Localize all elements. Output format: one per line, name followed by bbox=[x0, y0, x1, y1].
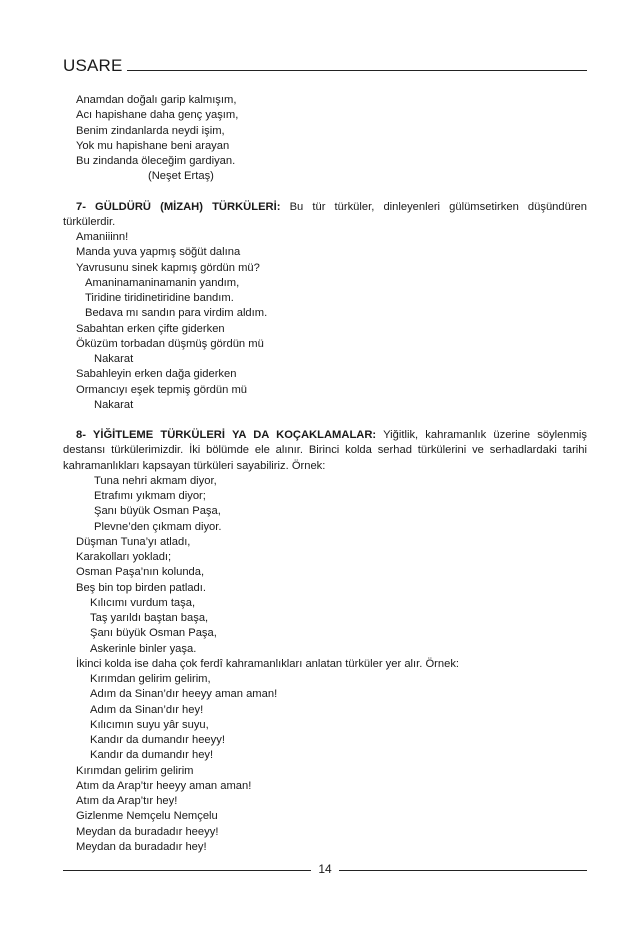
verse-line: Kandır da dumandır hey! bbox=[90, 749, 214, 762]
verse-line: Bedava mı sandın para virdim aldım. bbox=[85, 307, 268, 320]
verse-line: Karakolları yokladı; bbox=[76, 551, 172, 563]
verse-line: Benim zindanlarda neydi işim, bbox=[76, 124, 225, 137]
page-number: 14 bbox=[318, 862, 332, 876]
verse-line: Sabahtan erken çifte giderken bbox=[76, 322, 225, 335]
verse-line: Kılıcımın suyu yâr suyu, bbox=[90, 718, 209, 731]
verse-line: Atım da Arap’tır hey! bbox=[76, 795, 178, 807]
verse-line: Şanı büyük Osman Paşa, bbox=[94, 505, 221, 518]
verse-line: Kandır da dumandır heeyy! bbox=[90, 734, 225, 746]
verse-line: Düşman Tuna’yı atladı, bbox=[76, 535, 191, 548]
verse-line: Gizlenme Nemçelu Nemçelu bbox=[76, 810, 218, 823]
verse-line: Askerinle binler yaşa. bbox=[90, 642, 197, 655]
verse-line: Plevne’den çıkmam diyor. bbox=[94, 520, 222, 533]
section-8-heading: 8- YİĞİTLEME TÜRKÜLERİ YA DA KOÇAKLAMALAR: bbox=[76, 429, 377, 441]
poem-credit: (Neşet Ertaş) bbox=[148, 170, 214, 183]
verse-line: Ormancıyı eşek tepmiş gördün mü bbox=[76, 383, 247, 396]
verse-line: Sabahleyin erken dağa giderken bbox=[76, 368, 237, 381]
verse-line: Etrafımı yıkmam diyor; bbox=[94, 490, 206, 502]
section-7-heading: 7- GÜLDÜRÜ (MİZAH) TÜRKÜLERİ: bbox=[76, 200, 281, 213]
verse-line: Atım da Arap’tır heeyy aman aman! bbox=[76, 779, 252, 792]
section-8-text: Yiğitlik, kahramanlık üzerine söylenmiş destansı türkülerimizdir. İki bölümde ele alınır. Birinci kolda serhad türkülerini ve serhadlardaki tarihi kahramanlıkları kapsayan türküleri sayabiliriz. Örnek: bbox=[63, 429, 587, 472]
footer-rule-right bbox=[339, 870, 587, 871]
section-8-paragraph bbox=[63, 428, 587, 474]
verse-line: Acı hapishane daha genç yaşım, bbox=[76, 109, 239, 122]
verse-line: Yok mu hapishane beni arayan bbox=[76, 139, 230, 152]
verse-line: Manda yuva yapmış söğüt dalına bbox=[76, 246, 241, 259]
verse-line: Taş yarıldı baştan başa, bbox=[90, 612, 209, 624]
verse-line: Amaniiinn! bbox=[76, 231, 129, 243]
header-rule bbox=[127, 70, 587, 71]
section-7-verses bbox=[63, 230, 587, 413]
verse-line: Adım da Sinan’dır hey! bbox=[90, 703, 204, 716]
verse-line: Meydan da buradadır hey! bbox=[76, 840, 207, 853]
verse-line: Bu zindanda öleceğim gardiyan. bbox=[76, 155, 236, 167]
verse-line: Anamdan doğalı garip kalmışım, bbox=[76, 94, 237, 106]
section-8-verses bbox=[63, 474, 587, 855]
section-7-text: Bu tür türküler, dinleyenleri gülümsetirken düşündüren türkülerdir. bbox=[63, 200, 587, 228]
verse-line: Amaninamaninamanin yandım, bbox=[85, 276, 240, 289]
verse-line: Tiridine tiridinetiridine bandım. bbox=[85, 292, 234, 304]
verse-line: Öküzüm torbadan düşmüş gördün mü bbox=[76, 337, 264, 350]
verse-line: Şanı büyük Osman Paşa, bbox=[90, 627, 217, 640]
page-footer bbox=[63, 862, 587, 878]
verse-line: Osman Paşa’nın kolunda, bbox=[76, 566, 205, 579]
verse-line: Nakarat bbox=[94, 353, 134, 365]
verse-line: Yavrusunu sinek kapmış gördün mü? bbox=[76, 261, 260, 274]
page-content bbox=[63, 93, 587, 855]
verse-line: Kırımdan gelirim gelirim, bbox=[90, 673, 211, 685]
verse-line: Adım da Sinan’dır heeyy aman aman! bbox=[90, 688, 278, 701]
verse-line: İkinci kolda ise daha çok ferdî kahramanlıkları anlatan türküler yer alır. Örnek: bbox=[76, 657, 460, 670]
verse-line: Kırımdan gelirim gelirim bbox=[76, 764, 194, 777]
verse-line: Beş bin top birden patladı. bbox=[76, 581, 206, 594]
verse-line: Kılıcımı vurdum taşa, bbox=[90, 596, 196, 609]
verse-line: Tuna nehri akmam diyor, bbox=[94, 474, 217, 487]
header-brand: USARE bbox=[63, 56, 123, 75]
page-header bbox=[63, 56, 587, 78]
verse-line: Nakarat bbox=[94, 398, 134, 411]
section-7-paragraph bbox=[63, 200, 587, 231]
verse-line: Meydan da buradadır heeyy! bbox=[76, 825, 219, 838]
